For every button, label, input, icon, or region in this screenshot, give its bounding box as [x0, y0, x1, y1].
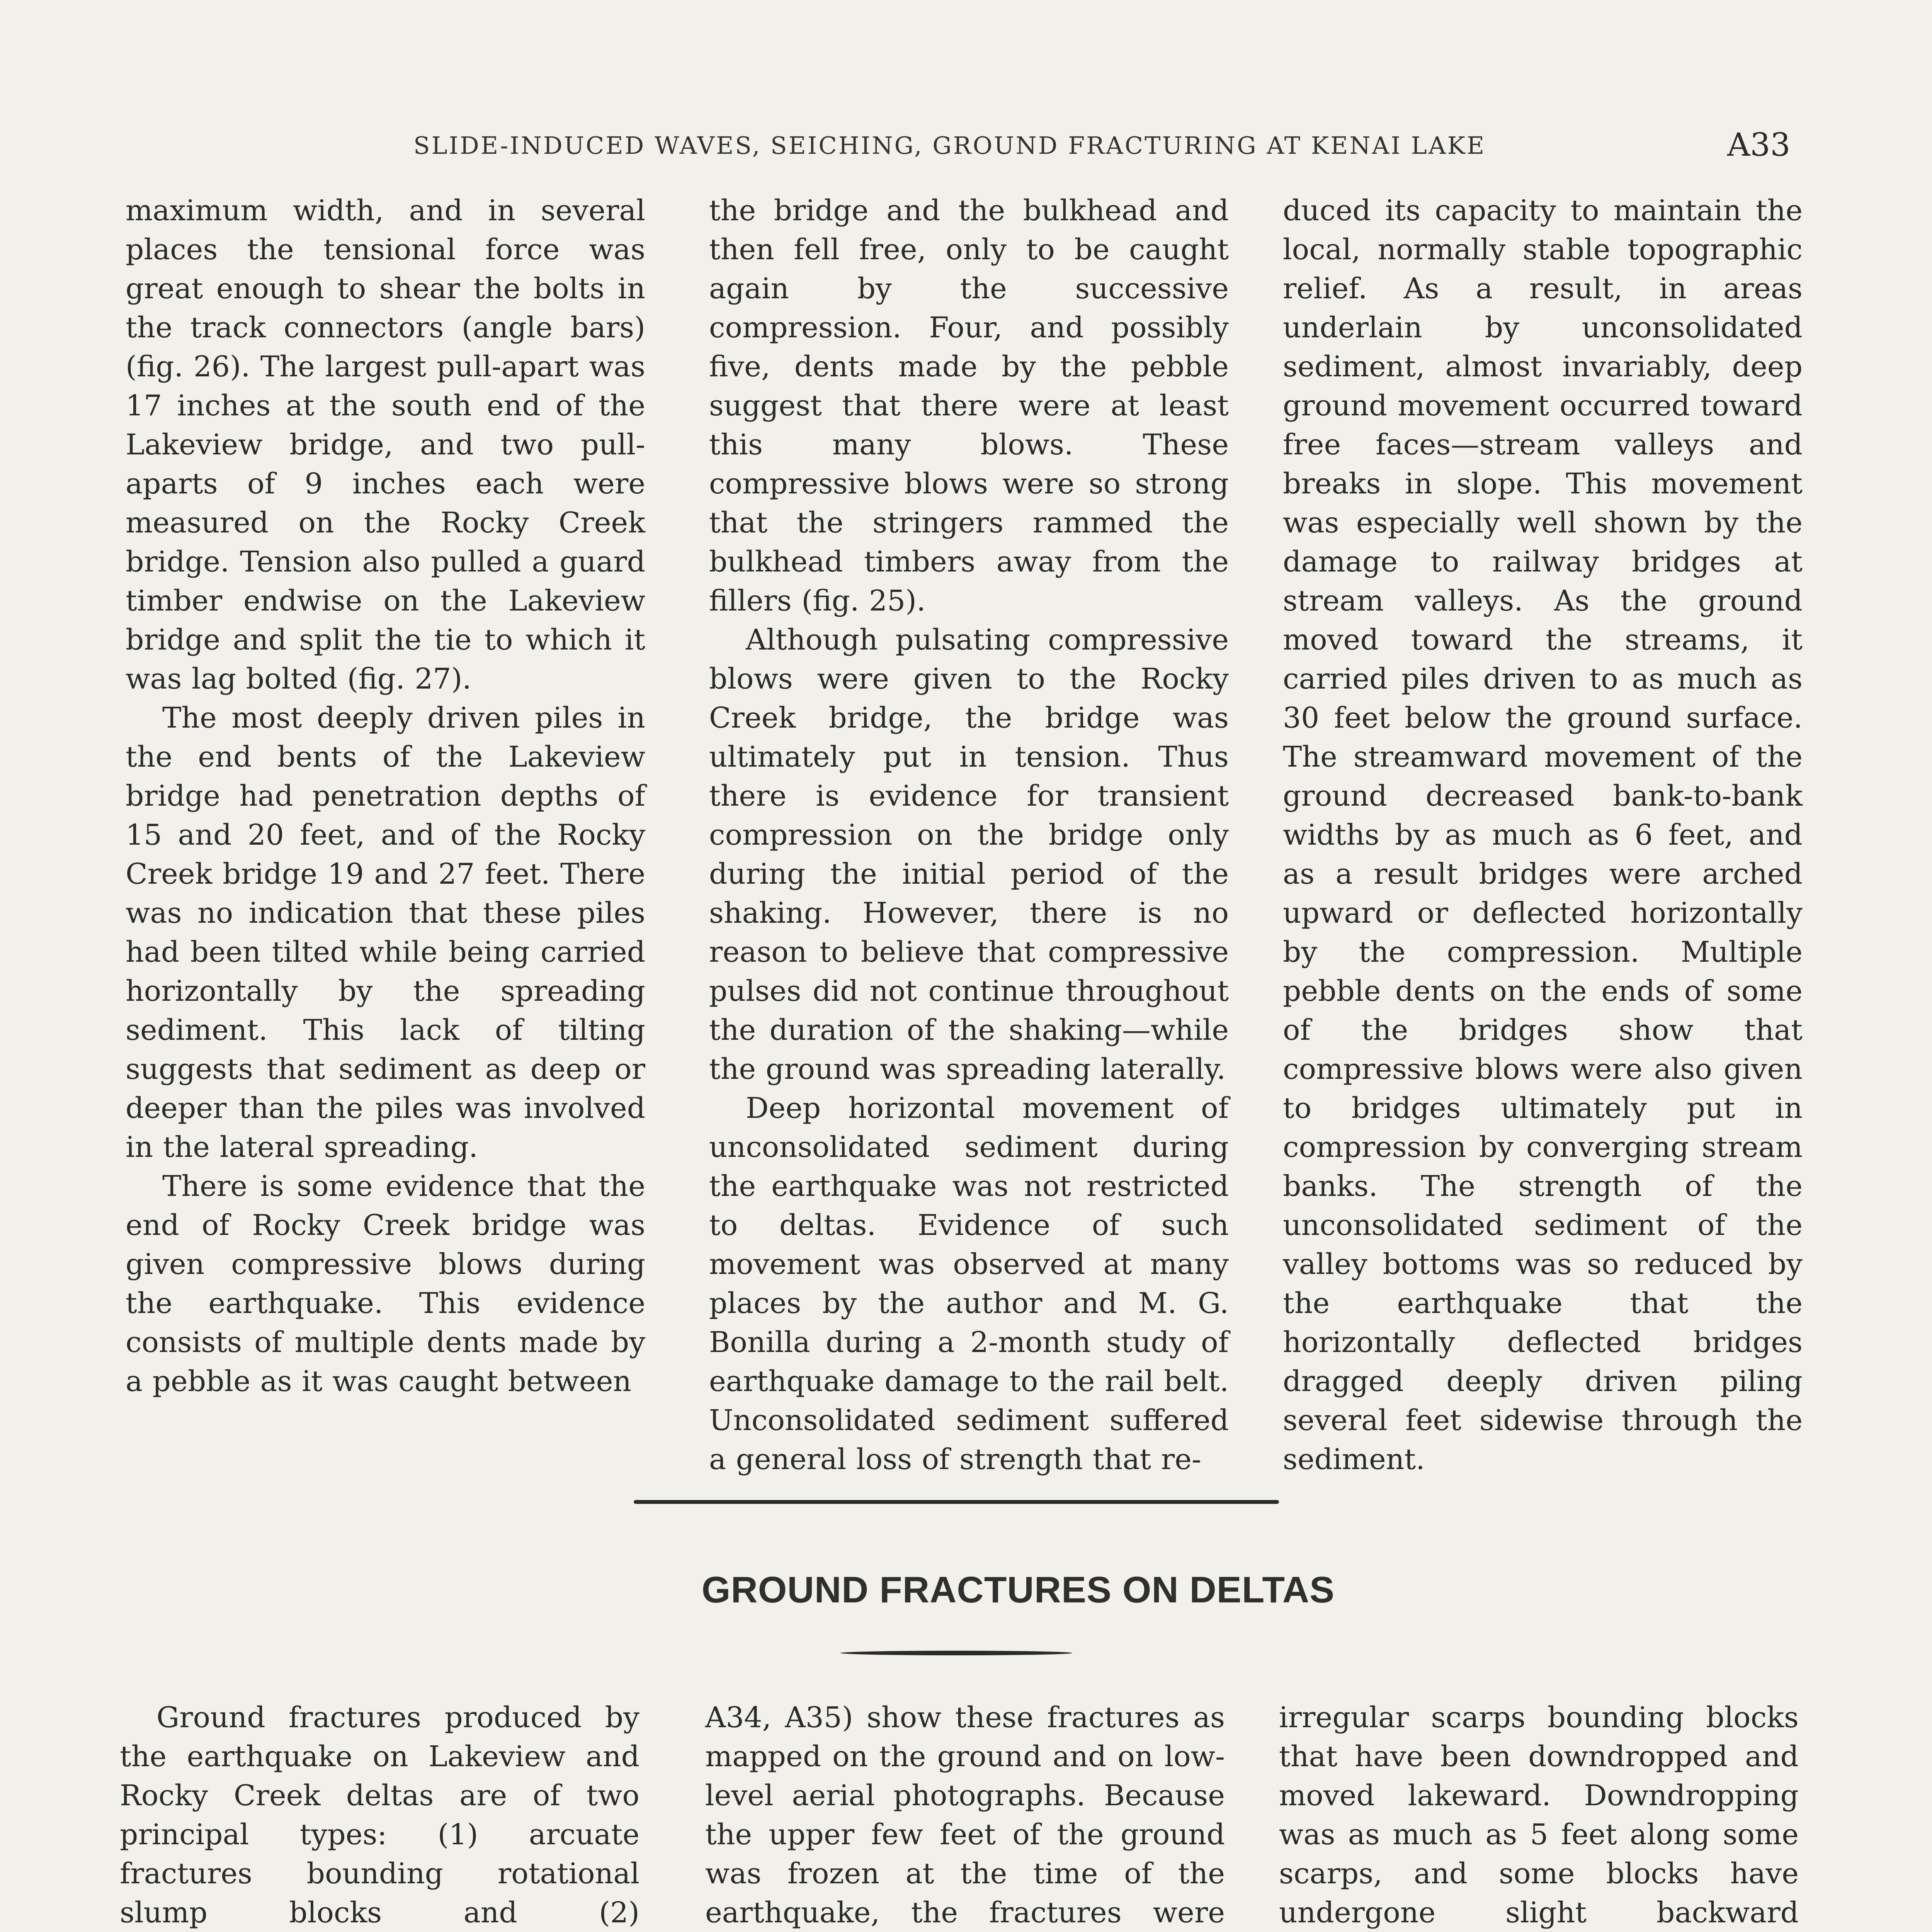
paragraph: The most deeply driven piles in the end bents of the Lakeview bridge had penetration depths of 15 and 20 feet, and of the Rocky Creek bridge 19 and 27 feet. There was no indication that these piles had been tilted while being carried horizontally by the spreading sediment. This lack of tilting suggests that sediment as deep or deeper than the piles was involved in the lateral spreading.: [126, 701, 645, 1164]
running-head: SLIDE-INDUCED WAVES, SEICHING, GROUND FRACTURING AT KENAI LAKE: [413, 131, 1486, 160]
paragraph: irregular scarps bounding blocks that have been downdropped and moved lakeward. Downdropping was as much as 5 feet along some scarps, and some blocks have undergone slight backward: [1279, 1701, 1799, 1929]
bottom-column-1: [120, 1698, 639, 1932]
paragraph: There is some evidence that the end of Rocky Creek bridge was given compressive blows during the earthquake. This evidence consists of multiple dents made by a pebble as it was caught between: [126, 1170, 645, 1398]
bottom-column-2: [705, 1698, 1225, 1932]
paragraph: Ground fractures produced by the earthquake on Lakeview and Rocky Creek deltas are of two principal types: (1) arcuate fractures bounding rotational slump blocks and (2): [120, 1701, 639, 1929]
paragraph: maximum width, and in several places the tensional force was great enough to shear the bolts in the track connectors (angle bars) (fig. 26). The largest pull-apart was 17 inches at the south end of the Lakeview bridge, and two pull-aparts of 9 inches each were measured on the Rocky Creek bridge. Tension also pulled a guard timber endwise on the Lakeview bridge and split the tie to which it was lag bolted (fig. 27).: [126, 194, 645, 696]
page-number: A33: [1727, 127, 1791, 163]
paragraph: duced its capacity to maintain the local, normally stable topographic relief. As a result, in areas underlain by unconsolidated sediment, almost invariably, deep ground movement occurred toward free faces—stream valleys and breaks in slope. This movement was especially well shown by the damage to railway bridges at stream valleys. As the ground moved toward the streams, it carried piles driven to as much as 30 feet below the ground surface. The streamward movement of the ground decreased bank-to-bank widths by as much as 6 feet, and as a result bridges were arched upward or deflected horizontally by the compression. Multiple pebble dents on the ends of some of the bridges show that compressive blows were also given to bridges ultimately put in compression by converging stream banks. The strength of the unconsolidated sediment of the valley bottoms was so reduced by the earthquake that the horizontally deflected bridges dragged deeply driven piling several feet sidewise through the sediment.: [1283, 194, 1803, 1476]
bottom-column-3: [1279, 1698, 1799, 1932]
top-column-1: [126, 191, 645, 1401]
paragraph: A34, A35) show these fractures as mapped on the ground and on low-level aerial photographs. Because the upper few feet of the ground was frozen at the time of the earthquake, the fractures were: [705, 1701, 1225, 1929]
paragraph: the bridge and the bulkhead and then fell free, only to be caught again by the successive compression. Four, and possibly five, dents made by the pebble suggest that there were at least this many blows. These compressive blows were so strong that the stringers rammed the bulkhead timbers away from the fillers (fig. 25).: [709, 194, 1229, 617]
top-column-2: [709, 191, 1229, 1479]
paragraph: Deep horizontal movement of unconsolidated sediment during the earthquake was not restricted to deltas. Evidence of such movement was observed at many places by the author and M. G. Bonilla during a 2-month study of earthquake damage to the rail belt. Unconsolidated sediment suffered a general loss of strength that re-: [709, 1092, 1229, 1476]
section-heading: GROUND FRACTURES ON DELTAS: [701, 1569, 1335, 1611]
top-column-3: [1283, 191, 1803, 1479]
section-divider-rule: [634, 1500, 1279, 1504]
paragraph: Although pulsating compressive blows were given to the Rocky Creek bridge, the bridge was ultimately put in tension. Thus there is evidence for transient compression on the bridge only during the initial period of the shaking. However, there is no reason to believe that compressive pulses did not continue throughout the duration of the shaking—while the ground was spreading laterally.: [709, 623, 1229, 1086]
heading-ornament-rule: [840, 1651, 1072, 1655]
